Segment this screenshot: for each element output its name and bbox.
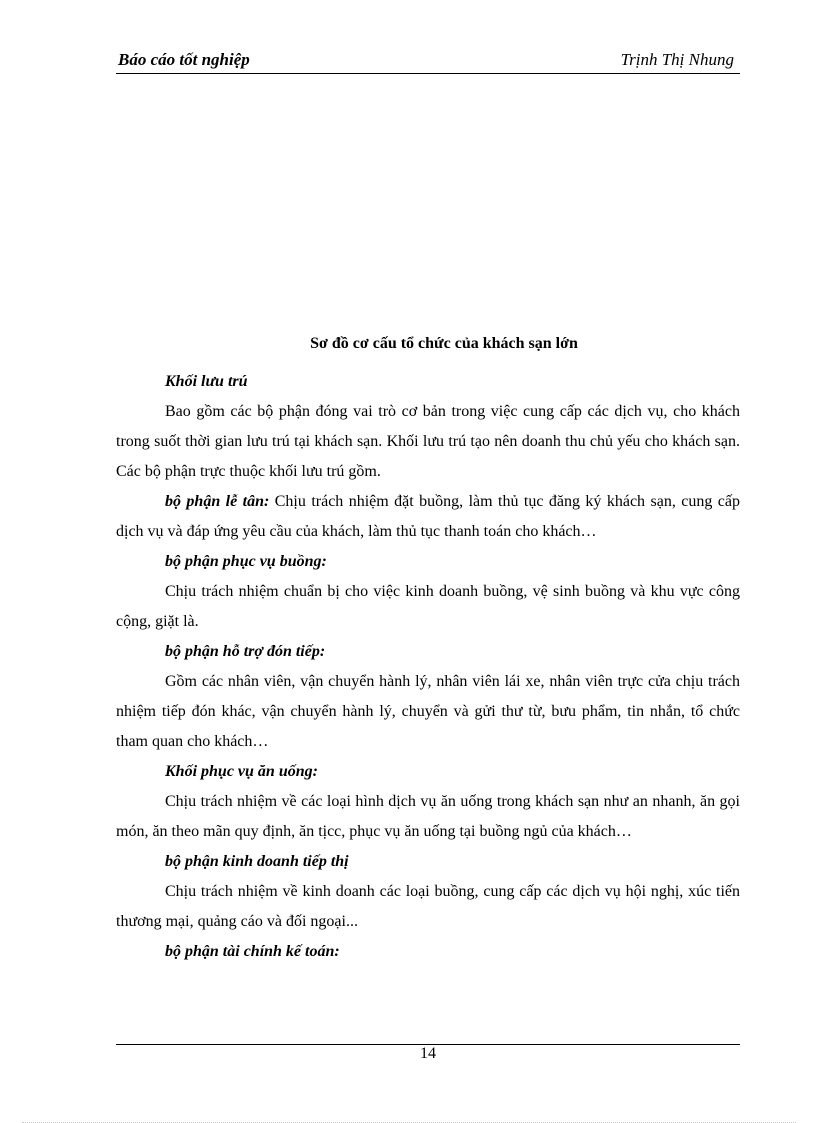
paragraph-le-tan bbox=[116, 487, 740, 547]
paragraph-khoi-an-uong: Chịu trách nhiệm về các loại hình dịch vụ ăn uống trong khách sạn như an nhanh, ăn gọi món, ăn theo mãn quy định, ăn tịcc, phục vụ ăn uống tại buồng ngủ của khách… bbox=[116, 793, 740, 840]
page-header bbox=[116, 49, 740, 74]
label-le-tan: bộ phận lễ tân: bbox=[165, 493, 270, 510]
heading-ho-tro-don-tiep: bộ phận hỗ trợ đón tiếp: bbox=[165, 643, 326, 660]
header-author: Trịnh Thị Nhung bbox=[620, 50, 734, 69]
heading-khoi-an-uong: Khối phục vụ ăn uống: bbox=[165, 763, 318, 780]
paragraph-khoi-luu-tru: Bao gồm các bộ phận đóng vai trò cơ bản trong việc cung cấp các dịch vụ, cho khách trong suốt thời gian lưu trú tại khách sạn. Khối lưu trú tạo nên doanh thu chủ yếu cho khách sạn. Các bộ phận trực thuộc khối lưu trú gồm. bbox=[116, 403, 740, 480]
heading-tai-chinh-ke-toan: bộ phận tài chính kế toán: bbox=[165, 943, 340, 960]
paragraph-kinh-doanh-tiep-thi: Chịu trách nhiệm về kinh doanh các loại buồng, cung cấp các dịch vụ hội nghị, xúc tiến thương mại, quảng cáo và đối ngoại... bbox=[116, 883, 740, 930]
page-title: Sơ đồ cơ cấu tổ chức của khách sạn lớn bbox=[310, 335, 578, 352]
heading-khoi-luu-tru: Khối lưu trú bbox=[165, 373, 248, 390]
page-number: 14 bbox=[420, 1045, 436, 1062]
text-le-tan: Chịu trách nhiệm đặt buồng, làm thủ tục đăng ký khách sạn, cung cấp dịch vụ và đáp ứng yêu cầu của khách, làm thủ tục thanh toán cho khách… bbox=[116, 493, 740, 540]
header-report-title: Báo cáo tốt nghiệp bbox=[118, 50, 250, 69]
document-body bbox=[116, 334, 740, 967]
heading-kinh-doanh-tiep-thi: bộ phận kinh doanh tiếp thị bbox=[165, 853, 349, 870]
heading-phuc-vu-buong: bộ phận phục vụ buồng: bbox=[165, 553, 327, 570]
paragraph-phuc-vu-buong: Chịu trách nhiệm chuẩn bị cho việc kinh doanh buồng, vệ sinh buồng và khu vực công cộng, giặt là. bbox=[116, 583, 740, 630]
paragraph-ho-tro-don-tiep: Gồm các nhân viên, vận chuyển hành lý, nhân viên lái xe, nhân viên trực cửa chịu trách nhiệm tiếp đón khác, vận chuyển hành lý, chuyển và gửi thư từ, bưu phẩm, tin nhắn, tổ chức tham quan cho khách… bbox=[116, 673, 740, 750]
